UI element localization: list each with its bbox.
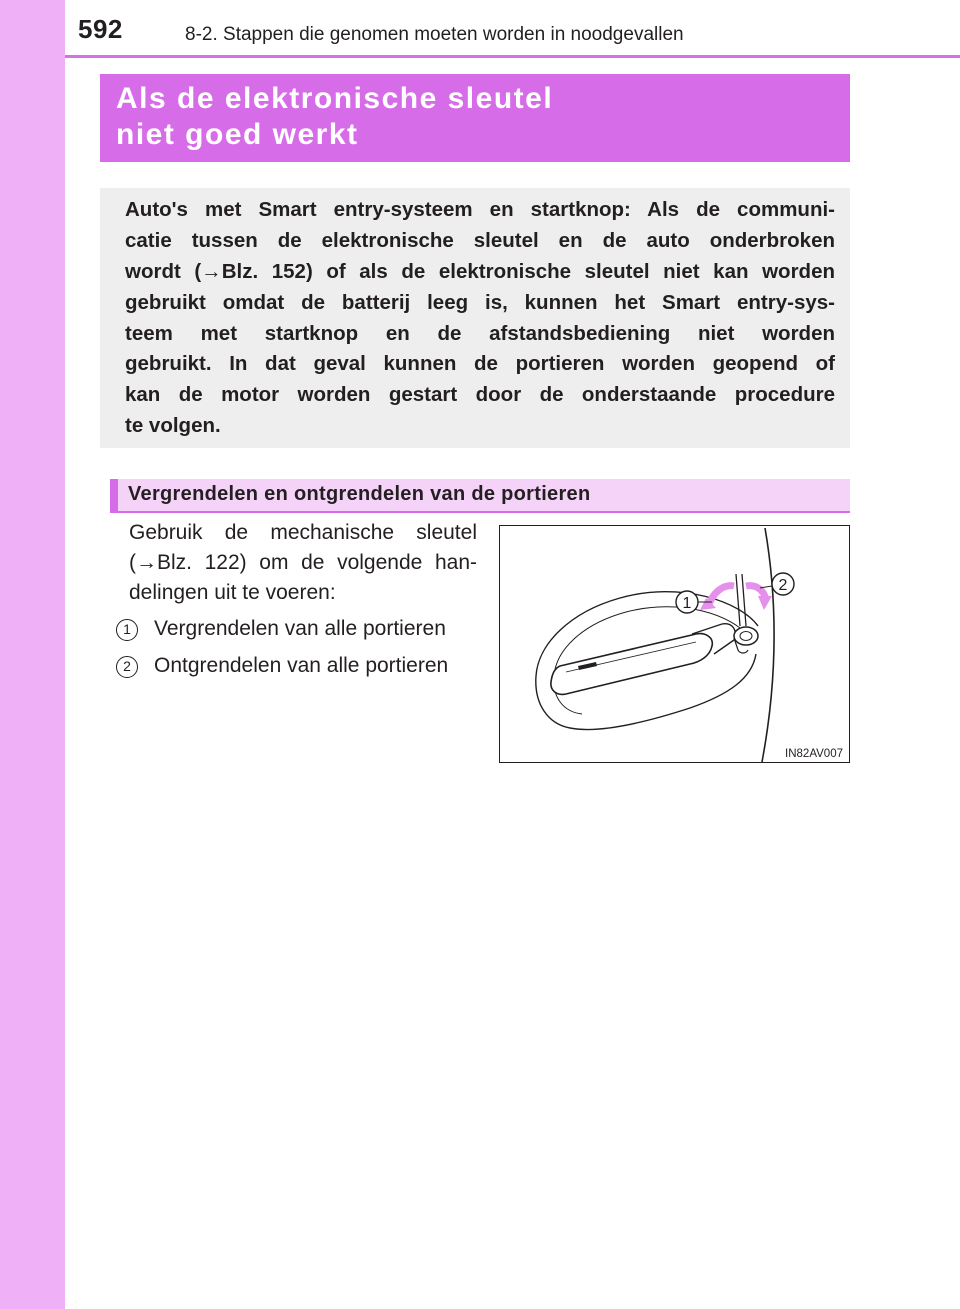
figure-callout-1: 1 <box>682 595 692 612</box>
intro-line: gebruikt. In dat geval kunnen de portieren worden geopend of <box>125 352 835 375</box>
door-handle-drawing <box>500 526 851 764</box>
side-tab-band <box>0 0 65 1309</box>
page-number: 592 <box>78 14 123 44</box>
intro-line: Auto's met Smart entry-systeem en startknop: Als de communi- <box>125 198 835 221</box>
intro-line: gebruikt omdat de batterij leeg is, kunnen het Smart entry-sys- <box>125 291 835 314</box>
figure-code: IN82AV007 <box>785 748 843 760</box>
intro-box <box>100 188 850 448</box>
body-line: (→Blz. 122) om de volgende han- <box>129 551 477 574</box>
intro-line: teem met startknop en de afstandsbediening niet worden <box>125 322 835 345</box>
subsection-marker <box>110 479 118 513</box>
step-number-badge: 2 <box>116 656 138 678</box>
title-line-2: niet goed werkt <box>116 118 359 151</box>
step-text: Ontgrendelen van alle portieren <box>154 654 449 677</box>
intro-line: kan de motor worden gestart door de onderstaande procedure <box>125 383 835 406</box>
intro-line: te volgen. <box>125 414 221 437</box>
door-handle-illustration <box>499 525 850 763</box>
figure-callout-2: 2 <box>778 577 788 594</box>
intro-line: catie tussen de elektronische sleutel en de auto onderbroken <box>125 229 835 252</box>
intro-line: wordt (→Blz. 152) of als de elektronische sleutel niet kan worden <box>125 260 835 283</box>
subsection-underline <box>110 511 850 513</box>
header-rule <box>65 55 960 58</box>
body-line: Gebruik de mechanische sleutel <box>129 521 477 544</box>
running-header: 8-2. Stappen die genomen moeten worden in noodgevallen <box>185 24 684 45</box>
step-number-badge: 1 <box>116 619 138 641</box>
step-text: Vergrendelen van alle portieren <box>154 617 446 640</box>
body-line: delingen uit te voeren: <box>129 581 336 604</box>
title-line-1: Als de elektronische sleutel <box>116 82 554 115</box>
subsection-header <box>110 479 850 513</box>
subsection-title: Vergrendelen en ontgrendelen van de portieren <box>128 483 591 505</box>
section-title-box <box>100 74 850 162</box>
